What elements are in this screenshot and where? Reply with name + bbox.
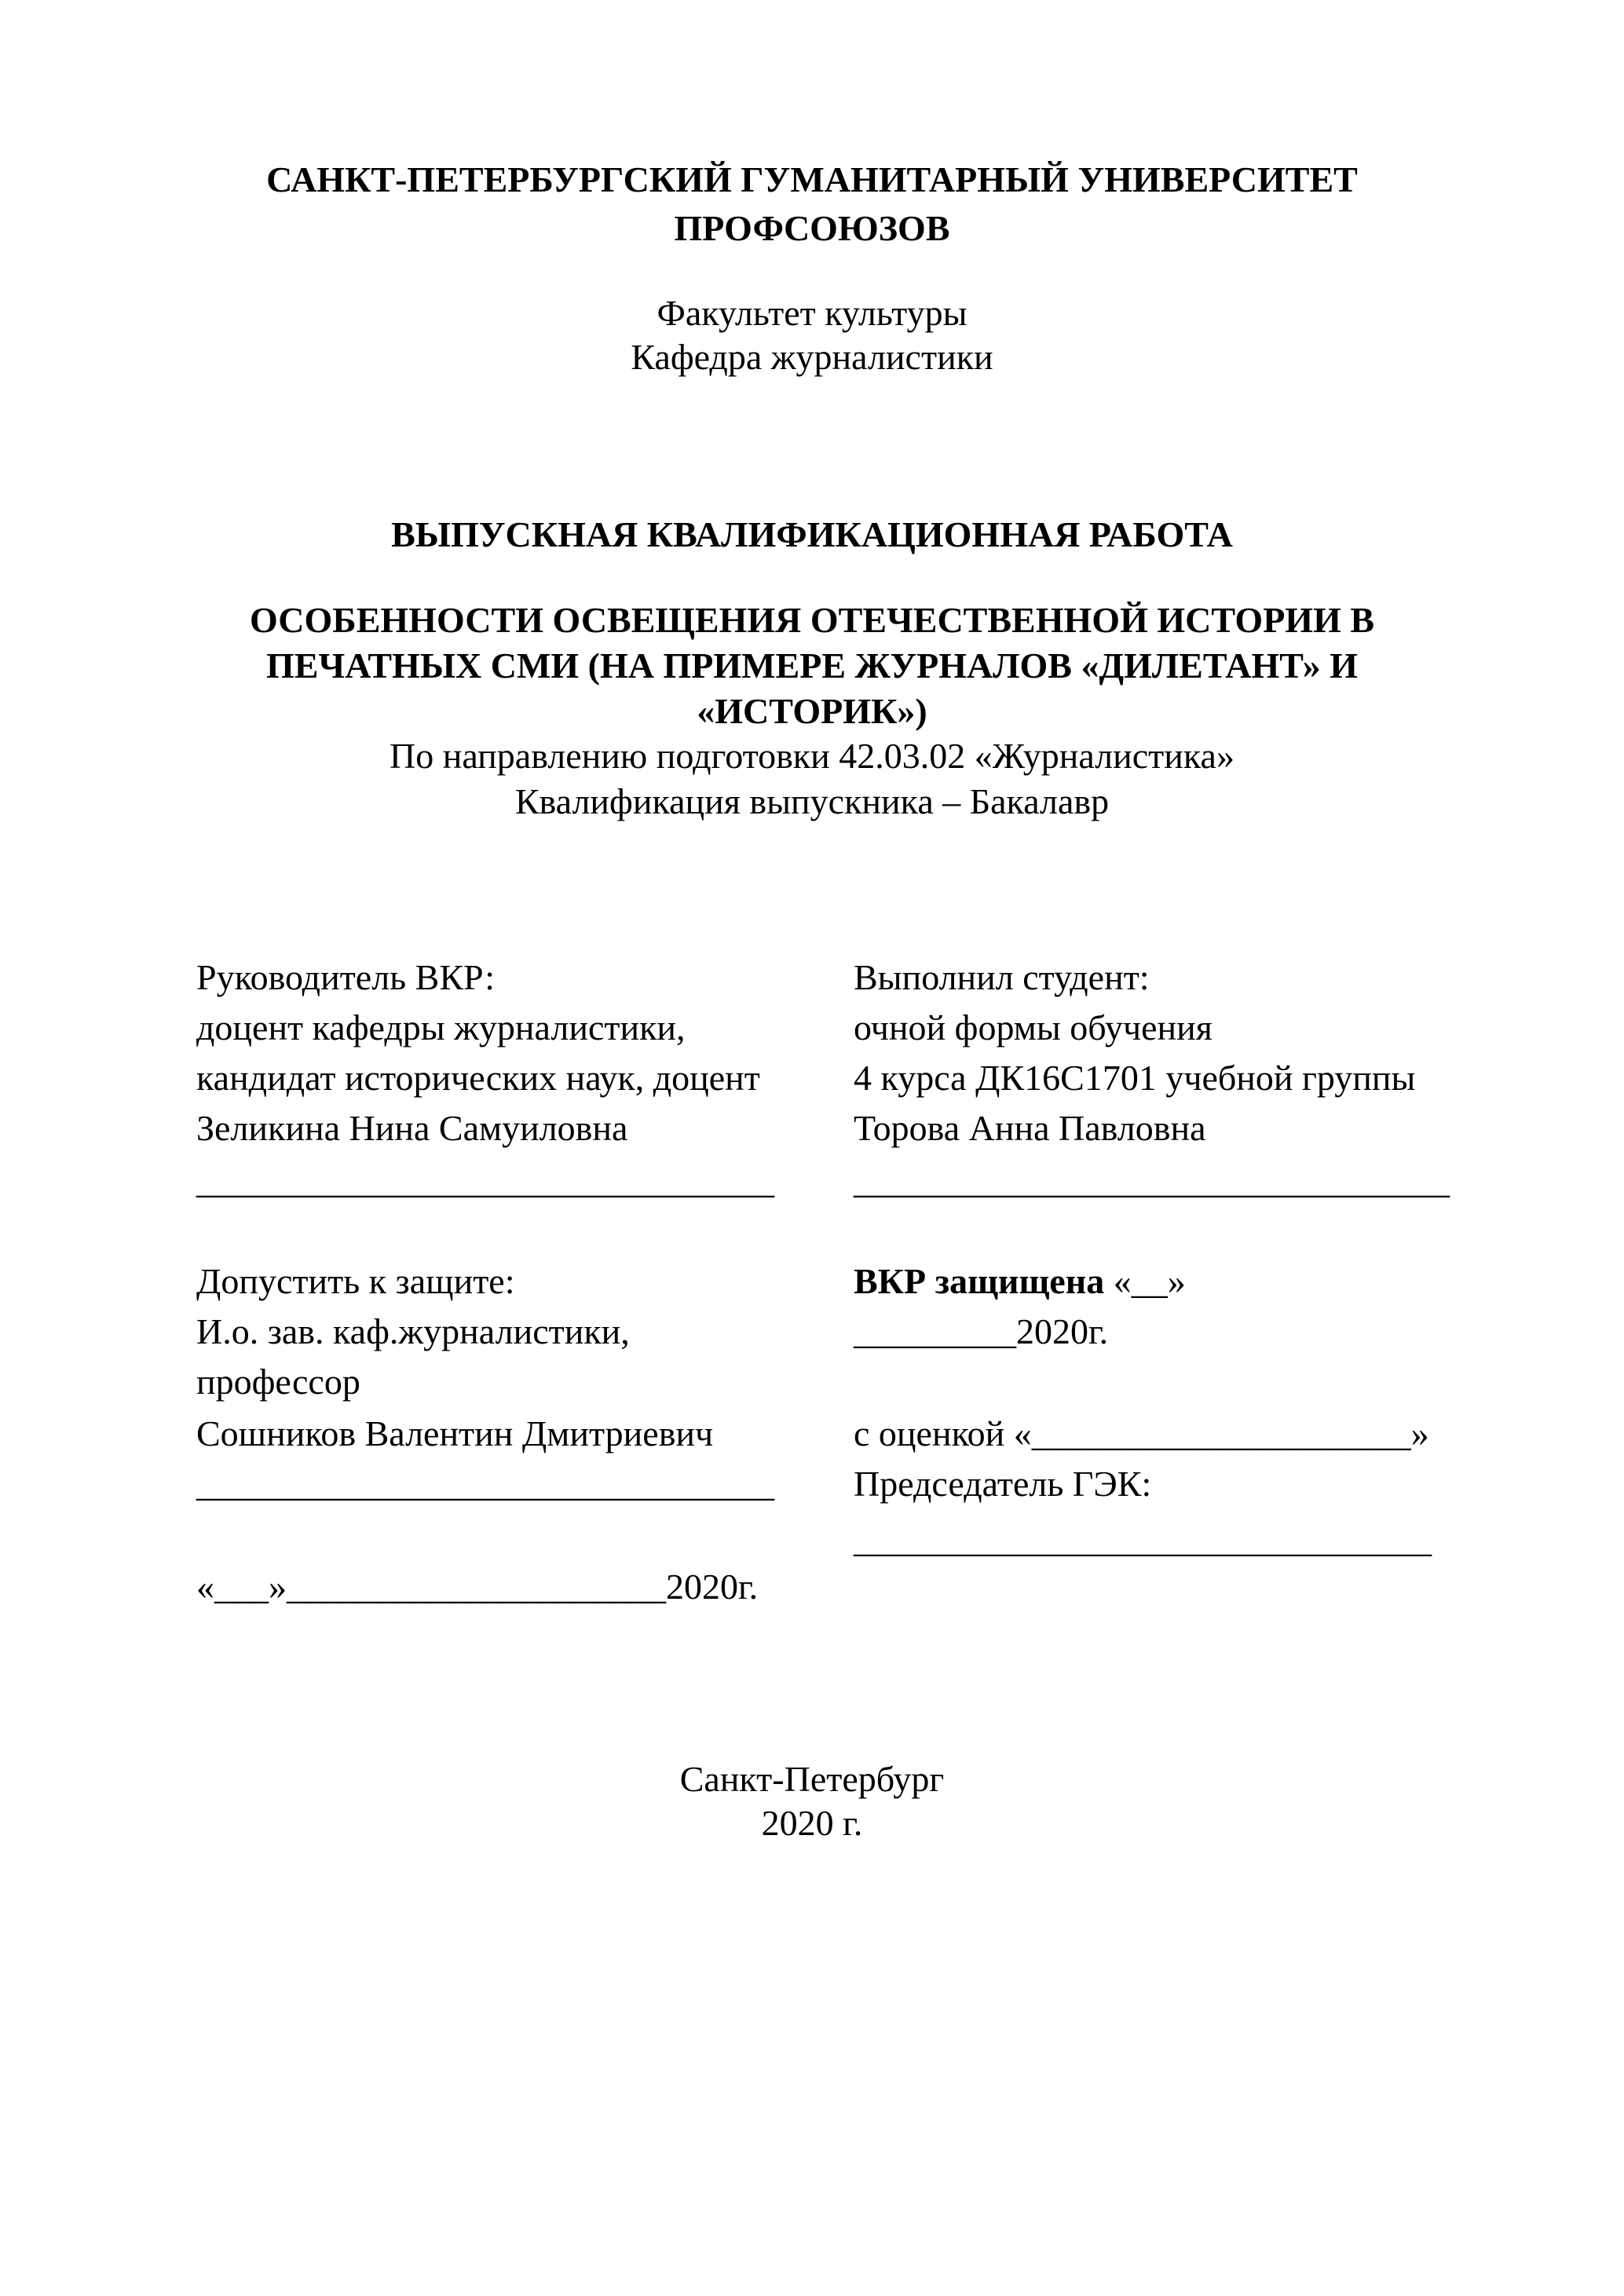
- student-group: 4 курса ДК16С1701 учебной группы: [854, 1058, 1416, 1098]
- work-type: ВЫПУСКНАЯ КВАЛИФИКАЦИОННАЯ РАБОТА: [391, 514, 1233, 554]
- defense-label: ВКР защищена: [854, 1261, 1105, 1301]
- chair-signature-line: ________________________________: [854, 1519, 1432, 1559]
- admission-date: «___»_____________________2020г.: [196, 1567, 759, 1607]
- defense-grade: с оценкой «_____________________»: [854, 1413, 1429, 1453]
- student-signature-line: _________________________________: [854, 1161, 1450, 1201]
- commission-chair-label: Председатель ГЭК:: [854, 1464, 1152, 1504]
- defense-status: [854, 1258, 1186, 1305]
- work-title-line-2: ПЕЧАТНЫХ СМИ (НА ПРИМЕРЕ ЖУРНАЛОВ «ДИЛЕТАНТ» И: [266, 645, 1358, 686]
- defense-day: «__»: [1104, 1261, 1186, 1301]
- supervisor-position: доцент кафедры журналистики,: [196, 1007, 686, 1047]
- supervisor-name: Зеликина Нина Самуиловна: [196, 1108, 628, 1148]
- admission-name: Сошников Валентин Дмитриевич: [196, 1413, 714, 1453]
- admission-title: профессор: [196, 1362, 360, 1402]
- student-study-form: очной формы обучения: [854, 1007, 1213, 1047]
- admission-signature-line: ________________________________: [196, 1464, 774, 1504]
- department: Кафедра журналистики: [631, 337, 993, 377]
- admission-position: И.о. зав. каф.журналистики,: [196, 1311, 630, 1351]
- study-direction: По направлению подготовки 42.03.02 «Журналистика»: [390, 736, 1234, 776]
- university-name-line-1: САНКТ-ПЕТЕРБУРГСКИЙ ГУМАНИТАРНЫЙ УНИВЕРСИТЕТ: [266, 159, 1358, 199]
- student-label: Выполнил студент:: [854, 957, 1150, 997]
- work-title-line-3: «ИСТОРИК»): [697, 691, 927, 731]
- defense-date: _________2020г.: [854, 1311, 1109, 1351]
- admission-label: Допустить к защите:: [196, 1261, 515, 1301]
- student-name: Торова Анна Павловна: [854, 1108, 1206, 1148]
- supervisor-signature-line: ________________________________: [196, 1161, 774, 1201]
- university-name-line-2: ПРОФСОЮЗОВ: [674, 208, 950, 248]
- supervisor-label: Руководитель ВКР:: [196, 957, 496, 997]
- work-title-line-1: ОСОБЕННОСТИ ОСВЕЩЕНИЯ ОТЕЧЕСТВЕННОЙ ИСТОРИИ В: [249, 600, 1375, 640]
- faculty: Факультет культуры: [657, 293, 967, 333]
- city: Санкт-Петербург: [679, 1759, 945, 1799]
- year: 2020 г.: [761, 1803, 863, 1843]
- supervisor-degree: кандидат исторических наук, доцент: [196, 1058, 760, 1098]
- qualification: Квалификация выпускника – Бакалавр: [514, 781, 1110, 821]
